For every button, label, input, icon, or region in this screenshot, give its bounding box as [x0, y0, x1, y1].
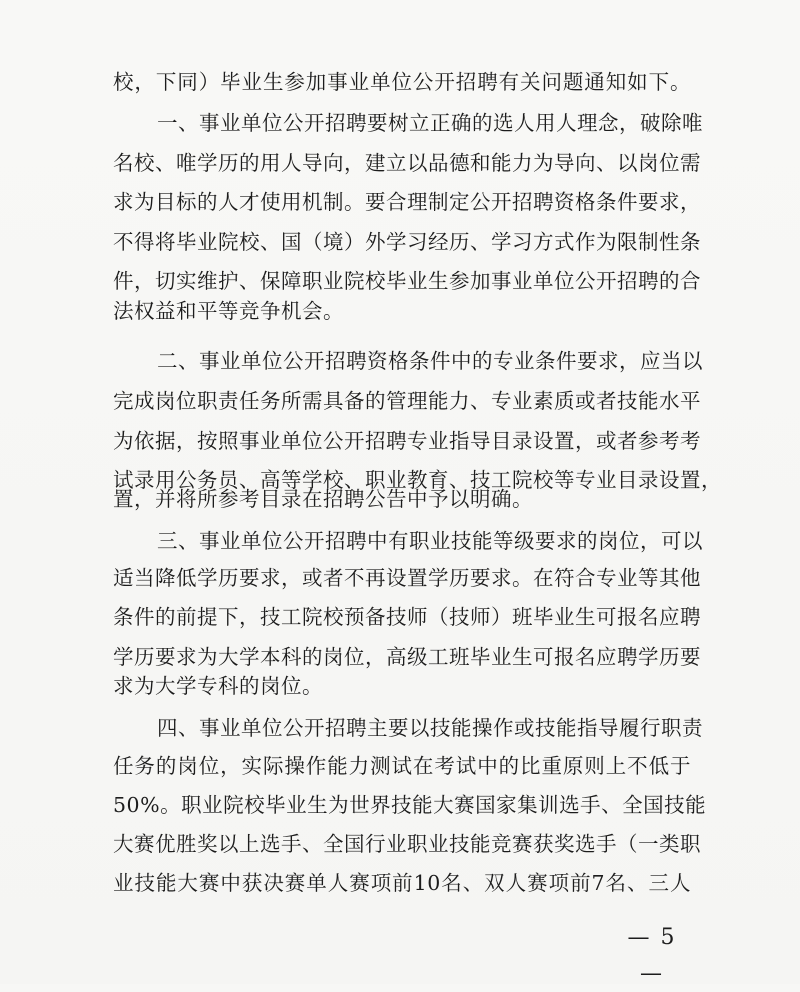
text-line: 名校、唯学历的用人导向，建立以品德和能力为导向、以岗位需 [113, 151, 701, 175]
text-line: 学历要求为大学本科的岗位，高级工班毕业生可报名应聘学历要 [113, 645, 701, 669]
text-line: 条件的前提下，技工院校预备技师（技师）班毕业生可报名应聘 [113, 605, 701, 629]
page-number: — 5 — [627, 925, 677, 986]
text-line: 为依据，按照事业单位公开招聘专业指导目录设置，或者参考考 [113, 429, 701, 453]
text-line: 件，切实维护、保障职业院校毕业生参加事业单位公开招聘的合 [113, 269, 701, 293]
text-line: 适当降低学历要求，或者不再设置学历要求。在符合专业等其他 [113, 566, 701, 590]
text-line: 求为目标的人才使用机制。要合理制定公开招聘资格条件要求， [113, 190, 701, 214]
text-line: 业技能大赛中获决赛单人赛项前10名、双人赛项前7名、三人 [113, 871, 691, 895]
text-line: 大赛优胜奖以上选手、全国行业职业技能竞赛获奖选手（一类职 [113, 832, 701, 856]
text-line: 求为大学专科的岗位。 [113, 674, 323, 698]
text-line: 试录用公务员、高等学校、职业教育、技工院校等专业目录设置， [113, 468, 722, 492]
paragraph-3-start: 三、事业单位公开招聘中有职业技能等级要求的岗位，可以 [157, 529, 703, 553]
text-line: 置，并将所参考目录在招聘公告中予以明确。 [113, 487, 533, 511]
paragraph-4-start: 四、事业单位公开招聘主要以技能操作或技能指导履行职责 [157, 716, 703, 740]
text-line: 完成岗位职责任务所需具备的管理能力、专业素质或者技能水平 [113, 389, 701, 413]
text-line: 校，下同）毕业生参加事业单位公开招聘有关问题通知如下。 [113, 70, 691, 94]
text-line: 不得将毕业院校、国（境）外学习经历、学习方式作为限制性条 [113, 230, 701, 254]
paragraph-1-start: 一、事业单位公开招聘要树立正确的选人用人理念，破除唯 [157, 111, 703, 135]
text-line: 50%。职业院校毕业生为世界技能大赛国家集训选手、全国技能 [113, 793, 707, 817]
paragraph-2-start: 二、事业单位公开招聘资格条件中的专业条件要求，应当以 [157, 349, 703, 373]
text-line: 法权益和平等竞争机会。 [113, 299, 344, 323]
text-line: 任务的岗位，实际操作能力测试在考试中的比重原则上不低于 [113, 754, 691, 778]
